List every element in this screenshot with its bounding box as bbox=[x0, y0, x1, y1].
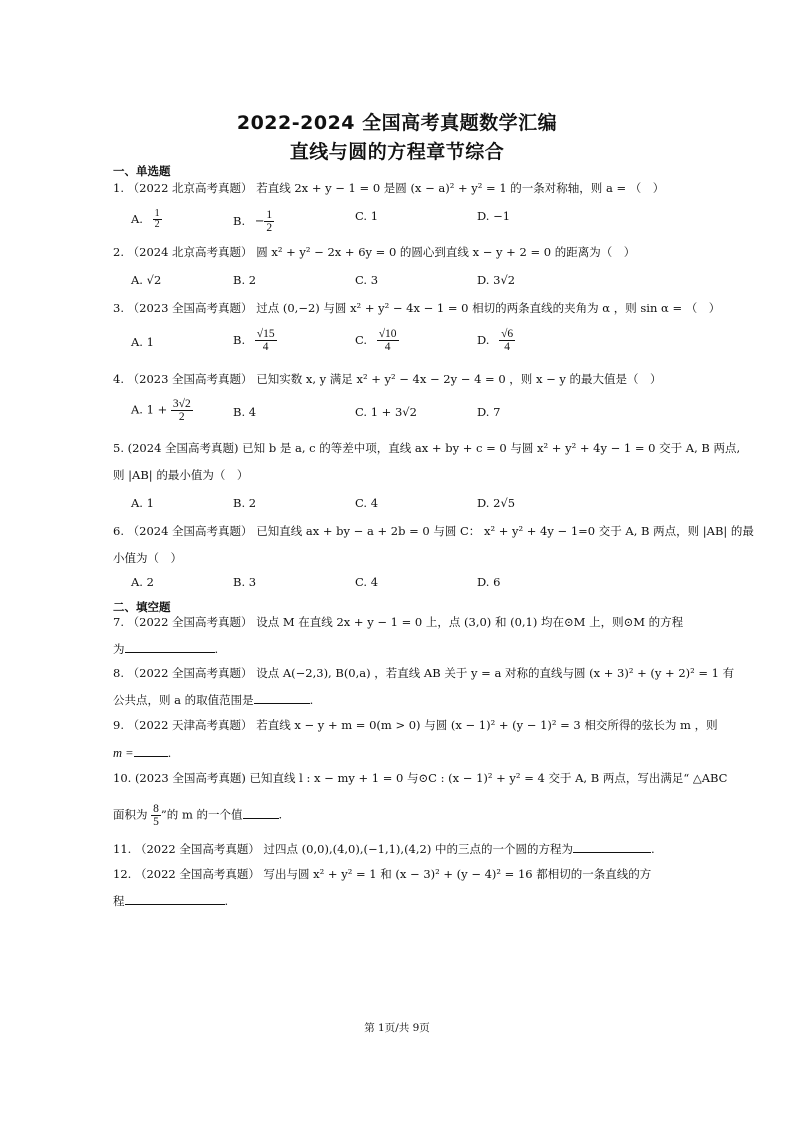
fraction: $\frac{√10}{4}$ bbox=[378, 328, 397, 353]
answer-blank[interactable] bbox=[134, 744, 168, 757]
question-6-options bbox=[131, 575, 691, 605]
question-6-line2: 小值为（ ） bbox=[113, 551, 182, 565]
document-title-line2: 直线与圆的方程章节综合 bbox=[289, 141, 505, 163]
option-d: D. 7 bbox=[477, 405, 501, 419]
question-5-options bbox=[131, 496, 691, 526]
option-label: D. bbox=[477, 332, 490, 347]
minus-sign: − bbox=[254, 213, 265, 228]
option-label: B. bbox=[233, 213, 246, 228]
option-c: C. 3 bbox=[355, 273, 379, 287]
question-7: 7. （2022 全国高考真题） 设点 M 在直线 2x + y − 1 = 0 上，点 (3,0) 和 (0,1) 均在⊙M 上，则⊙M 的方程 bbox=[113, 615, 684, 629]
fraction: $\frac{3√2}{2}$ bbox=[172, 398, 191, 423]
option-label: A. 1 + bbox=[131, 402, 168, 417]
option-a bbox=[131, 398, 193, 423]
section-heading-single: 一、单选题 bbox=[113, 164, 171, 178]
fraction: $\frac{√6}{4}$ bbox=[501, 328, 514, 353]
option-c bbox=[355, 328, 399, 353]
option-label: B. bbox=[233, 332, 246, 347]
fraction: $\frac{8}{5}$ bbox=[153, 803, 159, 828]
option-b: B. 2 bbox=[233, 273, 257, 287]
option-a: A. √2 bbox=[131, 273, 162, 287]
answer-blank[interactable] bbox=[125, 640, 215, 653]
option-b: B. 3 bbox=[233, 575, 257, 589]
question-7-line2: 为 . bbox=[113, 642, 219, 656]
question-12: 12. （2022 全国高考真题） 写出与圆 x² + y² = 1 和 (x − 3)² + (y − 4)² = 16 都相切的一条直线的方 bbox=[113, 867, 652, 881]
answer-blank[interactable] bbox=[573, 840, 651, 853]
option-b bbox=[233, 209, 274, 234]
question-4-options bbox=[131, 398, 691, 428]
question-9: 9. （2022 天津高考真题） 若直线 x − y + m = 0(m > 0) 与圆 (x − 1)² + (y − 1)² = 3 相交所得的弦长为 m ，则 bbox=[113, 718, 718, 732]
answer-blank[interactable] bbox=[243, 806, 279, 819]
question-2-options bbox=[131, 273, 691, 303]
option-d: D. 6 bbox=[477, 575, 501, 589]
page-footer: 第 1页/共 9页 bbox=[364, 1022, 430, 1034]
fraction: $\frac{1}{2}$ bbox=[154, 208, 160, 230]
question-1: 1. （2022 北京高考真题） 若直线 2x + y − 1 = 0 是圆 (x − a)² + y² = 1 的一条对称轴，则 a = （ ） bbox=[113, 181, 665, 195]
answer-prefix: 程 bbox=[113, 894, 125, 908]
option-a bbox=[131, 209, 162, 230]
answer-blank[interactable] bbox=[125, 892, 225, 905]
question-11: 11. （2022 全国高考真题） 过四点 (0,0),(4,0),(−1,1),(4,2) 中的三点的一个圆的方程为 . bbox=[113, 842, 655, 856]
question-12-line2: 程 . bbox=[113, 894, 229, 908]
question-5-line2: 则 |AB| 的最小值为（ ） bbox=[113, 468, 249, 482]
option-d: D. 2√5 bbox=[477, 496, 516, 510]
answer-suffix: ”的 m 的一个值 bbox=[160, 807, 243, 822]
answer-prefix: 公共点，则 a 的取值范围是 bbox=[113, 693, 254, 707]
option-label: A. bbox=[131, 211, 143, 226]
answer-prefix: m = bbox=[113, 746, 134, 760]
option-a: A. 2 bbox=[131, 575, 154, 589]
question-2: 2. （2024 北京高考真题） 圆 x² + y² − 2x + 6y = 0 的圆心到直线 x − y + 2 = 0 的距离为（ ） bbox=[113, 245, 636, 259]
option-d bbox=[477, 328, 515, 353]
answer-blank[interactable] bbox=[254, 691, 310, 704]
fraction: $\frac{1}{2}$ bbox=[266, 209, 273, 234]
answer-prefix: 为 bbox=[113, 642, 125, 656]
question-3: 3. （2023 全国高考真题） 过点 (0,−2) 与圆 x² + y² − 4x − 1 = 0 相切的两条直线的夹角为 α ，则 sin α = （ ） bbox=[113, 301, 721, 315]
question-3-options bbox=[131, 328, 691, 358]
section-heading-fill: 二、填空题 bbox=[113, 600, 171, 614]
question-9-line2: m = . bbox=[113, 746, 172, 760]
question-5: 5. (2024 全国高考真题) 已知 b 是 a, c 的等差中项，直线 ax + by + c = 0 与圆 x² + y² + 4y − 1 = 0 交于 A, B 两点, bbox=[113, 441, 741, 455]
question-10: 10. (2023 全国高考真题) 已知直线 l : x − my + 1 = 0 与⊙C : (x − 1)² + y² = 4 交于 A, B 两点，写出满足“ △ABC bbox=[113, 771, 728, 785]
question-8: 8. （2022 全国高考真题） 设点 A(−2,3), B(0,a) ，若直线 AB 关于 y = a 对称的直线与圆 (x + 3)² + (y + 2)² = 1 有 bbox=[113, 666, 735, 680]
fraction: $\frac{√15}{4}$ bbox=[256, 328, 275, 353]
option-c: C. 4 bbox=[355, 496, 379, 510]
option-b: B. 4 bbox=[233, 405, 257, 419]
question-text: 11. （2022 全国高考真题） 过四点 (0,0),(4,0),(−1,1),(4,2) 中的三点的一个圆的方程为 bbox=[113, 842, 573, 856]
option-a: A. 1 bbox=[131, 496, 154, 510]
option-b: B. 2 bbox=[233, 496, 257, 510]
question-6: 6. （2024 全国高考真题） 已知直线 ax + by − a + 2b = 0 与圆 C： x² + y² + 4y − 1=0 交于 A, B 两点，则 |AB| 的最 bbox=[113, 524, 754, 538]
option-d: D. −1 bbox=[477, 209, 511, 223]
question-10-line2: 面积为 $\frac{8}{5}$ ”的 m 的一个值 . bbox=[113, 803, 283, 828]
option-label: C. bbox=[355, 332, 368, 347]
question-4: 4. （2023 全国高考真题） 已知实数 x, y 满足 x² + y² − 4x − 2y − 4 = 0 ，则 x − y 的最大值是（ ） bbox=[113, 372, 662, 386]
document-title-line1: 2022-2024 全国高考真题数学汇编 bbox=[236, 112, 558, 134]
question-1-options bbox=[131, 209, 691, 239]
option-c: C. 4 bbox=[355, 575, 379, 589]
answer-prefix: 面积为 bbox=[113, 807, 148, 822]
option-b bbox=[233, 328, 277, 353]
question-8-line2: 公共点，则 a 的取值范围是 . bbox=[113, 693, 314, 707]
option-c: C. 1 + 3√2 bbox=[355, 405, 417, 419]
option-c: C. 1 bbox=[355, 209, 379, 223]
option-a: A. 1 bbox=[131, 335, 154, 349]
option-d: D. 3√2 bbox=[477, 273, 516, 287]
